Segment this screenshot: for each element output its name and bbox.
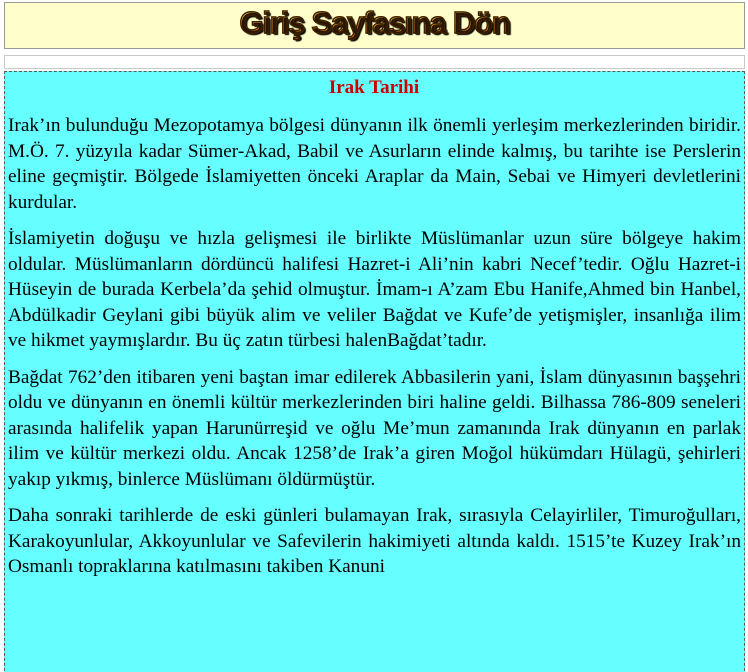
header-banner [4, 2, 745, 49]
article-title: Irak Tarihi [328, 77, 420, 98]
home-page-link-label[interactable]: Giriş Sayfasına Dön [239, 5, 510, 40]
article-paragraph: Daha sonraki tarihlerde de eski günleri bulamayan Irak, sırasıyla Celayirliler, Timuroğulları, Karakoyunlular, Akkoyunlular ve Safevilerin hakimiyeti altında kaldı. 1515’te Kuzey Irak’ın Osmanlı topraklarına katılmasını takiben Kanuni [8, 505, 741, 577]
spacer-row [4, 55, 745, 69]
article-paragraph: Irak’ın bulunduğu Mezopotamya bölgesi dünyanın ilk önemli yerleşim merkezlerinden biridir. M.Ö. 7. yüzyıla kadar Sümer-Akad, Babil ve Asurların elinde kalmış, bu tarihte ise Perslerin eline geçmiştir. Bölgede İslamiyetten önceki Araplar da Main, Sebai ve Himyeri devletlerini kurdular. [8, 115, 741, 213]
article-paragraph: Bağdat 762’den itibaren yeni baştan imar edilerek Abbasilerin yani, İslam dünyasının başşehri oldu ve dünyanın en önemli kültür merkezlerinden biri haline geldi. Bilhassa 786-809 seneleri arasında halifelik yapan Harunürreşid ve oğlu Me’mun zamanında Irak dünyanın en parlak ilim ve kültür merkezi oldu. Ancak 1258’de Irak’a giren Moğol hükümdarı Hülagü, şehirleri yakıp yıkmış, binlerce Müslümanı öldürmüştür. [8, 366, 741, 490]
article-paragraph: İslamiyetin doğuşu ve hızla gelişmesi ile birlikte Müslümanlar uzun süre bölgeye hakim oldular. Müslümanların dördüncü halifesi Hazret-i Ali’nin kabri Necef’tedir. Oğlu Hazret-i Hüseyin de burada Kerbela’da şehid olmuştur. İmam-ı A’zam Ebu Hanife,Ahmed bin Hanbel, Abdülkadir Geylani gibi büyük alim ve veliler Bağdat ve Kufe’de yetişmişler, insanlığa ilim ve hikmet yaymışlardır. Bu üç zatın türbesi halenBağdat’tadır. [8, 228, 741, 351]
home-page-link[interactable] [5, 5, 744, 41]
article-content [4, 71, 745, 672]
